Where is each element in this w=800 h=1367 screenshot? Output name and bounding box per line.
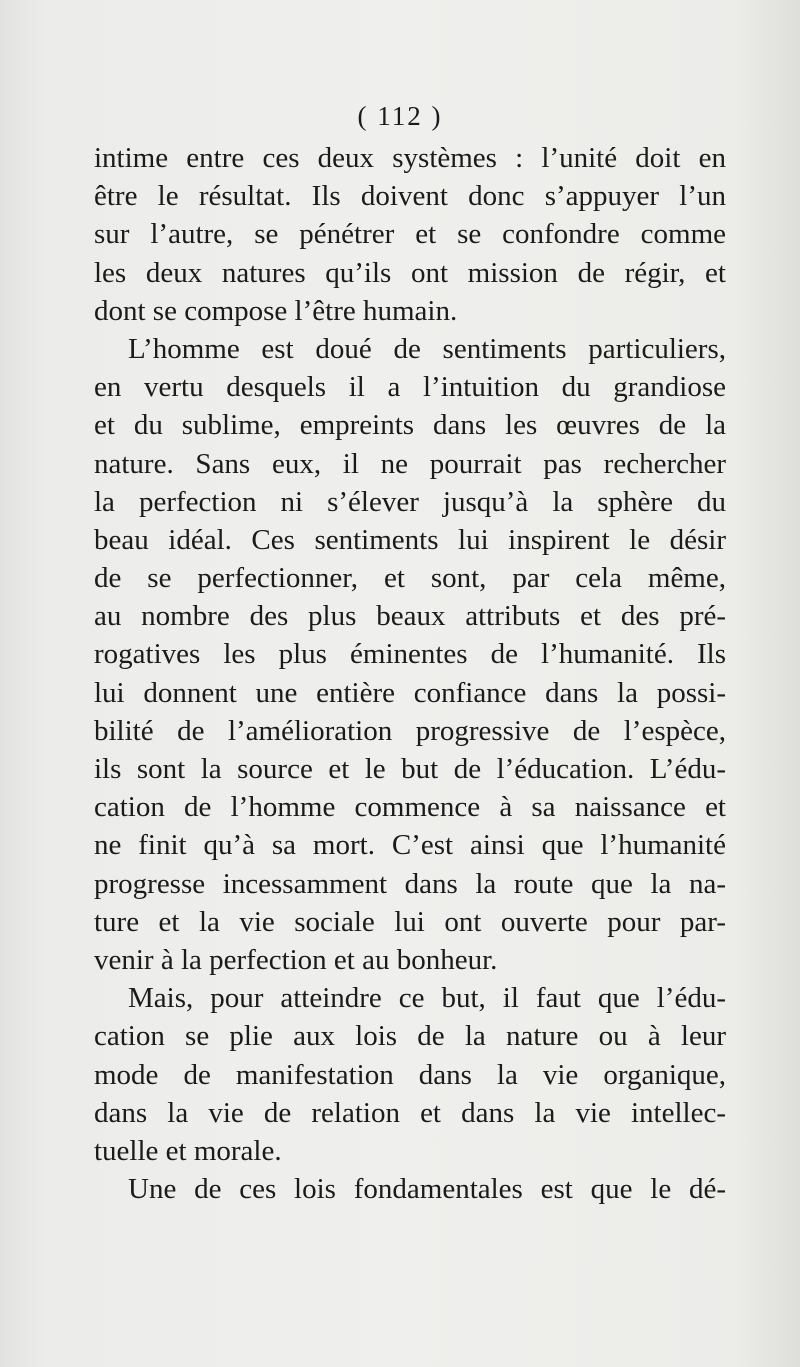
text-line: lui donnent une entière confiance dans la possi- bbox=[94, 676, 726, 709]
text-line: Une de ces lois fondamentales est que le dé- bbox=[128, 1173, 726, 1206]
text-line: cation se plie aux lois de la nature ou à leur bbox=[94, 1020, 726, 1053]
text-line: venir à la perfection et au bonheur. bbox=[94, 943, 498, 976]
text-line: être le résultat. Ils doivent donc s’appuyer l’un bbox=[94, 180, 726, 213]
text-line: rogatives les plus éminentes de l’humanité. Ils bbox=[94, 638, 726, 671]
text-line: L’homme est doué de sentiments particuliers, bbox=[128, 332, 726, 365]
text-line: nature. Sans eux, il ne pourrait pas rechercher bbox=[94, 447, 726, 480]
text-line: intime entre ces deux systèmes : l’unité doit en bbox=[94, 142, 726, 174]
text-line: et du sublime, empreints dans les œuvres de la bbox=[94, 409, 726, 442]
text-line: tuelle et morale. bbox=[94, 1134, 282, 1167]
text-line: dans la vie de relation et dans la vie intellec- bbox=[94, 1096, 726, 1129]
text-line: ture et la vie sociale lui ont ouverte pour par- bbox=[94, 905, 726, 938]
text-line: mode de manifestation dans la vie organique, bbox=[94, 1058, 726, 1091]
text-line: sur l’autre, se pénétrer et se confondre comme bbox=[94, 218, 726, 251]
text-line: progresse incessamment dans la route que la na- bbox=[94, 867, 726, 900]
text-line: les deux natures qu’ils ont mission de régir, et bbox=[94, 256, 726, 289]
text-line: Mais, pour atteindre ce but, il faut que l’édu- bbox=[128, 982, 726, 1015]
text-line: au nombre des plus beaux attributs et des pré- bbox=[94, 600, 726, 633]
text-line: en vertu desquels il a l’intuition du grandiose bbox=[94, 371, 726, 404]
text-line: la perfection ni s’élever jusqu’à la sphère du bbox=[94, 485, 726, 518]
page-number: ( 112 ) bbox=[357, 101, 443, 131]
text-line: beau idéal. Ces sentiments lui inspirent le désir bbox=[94, 523, 726, 556]
text-line: ils sont la source et le but de l’éducation. L’édu- bbox=[94, 753, 726, 785]
text-line: de se perfectionner, et sont, par cela même, bbox=[94, 562, 726, 595]
body-text bbox=[94, 139, 726, 1208]
text-line: ne finit qu’à sa mort. C’est ainsi que l’humanité bbox=[94, 829, 726, 862]
text-line: bilité de l’amélioration progressive de l’espèce, bbox=[94, 714, 726, 747]
text-line: cation de l’homme commence à sa naissance et bbox=[94, 791, 726, 824]
text-line: dont se compose l’être humain. bbox=[94, 294, 458, 327]
